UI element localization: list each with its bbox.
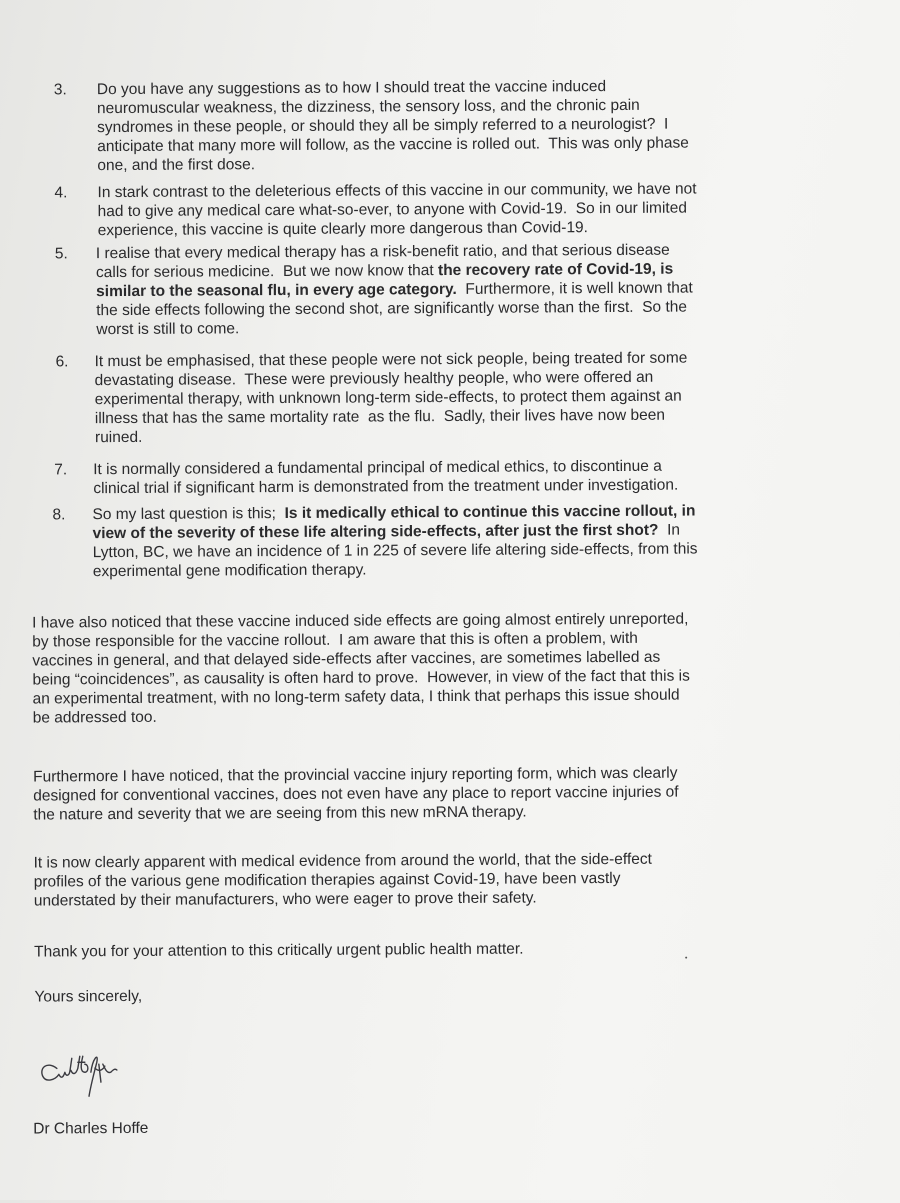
body-paragraph — [32, 609, 833, 728]
text-line: profiles of the various gene modification therapies against Covid-19, have been vastly — [33, 869, 621, 891]
item-number: 5. — [54, 245, 68, 263]
text-run: experimental therapy, with unknown long-term side-effects, to protect them against an — [94, 387, 682, 409]
text-line: understated by their manufacturers, who were eager to prove their safety. — [33, 889, 537, 910]
body-paragraph — [34, 983, 834, 1007]
text-run: worst is still to come. — [96, 320, 240, 339]
text-line — [93, 558, 698, 581]
bold-text: view of the severity of these life altering side-effects, after just the first shot? — [92, 521, 659, 543]
text-run: ruined. — [94, 428, 143, 447]
text-line: I have also noticed that these vaccine induced side effects are going almost entirely unreported, — [32, 610, 689, 632]
bold-text: similar to the seasonal flu, in every age category. — [96, 280, 457, 301]
item-number: 4. — [54, 184, 68, 202]
text-line — [95, 425, 688, 448]
text-line: by those responsible for the vaccine rollout. I am aware that this is often a problem, with — [32, 629, 638, 651]
signature — [33, 1038, 183, 1099]
text-run: syndromes in these people, or should they all be simply referred to a neurologist? I — [97, 115, 669, 137]
item-text — [97, 77, 689, 176]
text-line — [93, 476, 678, 499]
text-line — [98, 217, 697, 240]
body-paragraph — [33, 763, 833, 825]
text-run: experience, this vaccine is quite clearly more dangerous than Covid-19. — [97, 219, 589, 240]
text-line — [96, 298, 693, 321]
text-line: Yours sincerely, — [34, 987, 143, 1006]
numbered-list — [0, 0, 896, 581]
text-run: had to give any medical care what-so-ever, to anyone with Covid-19. So in our limited — [97, 199, 687, 221]
item-text — [93, 457, 678, 499]
text-line — [93, 539, 698, 562]
item-text — [94, 349, 687, 448]
text-run: calls for serious medicine. But we now know that — [95, 262, 439, 282]
item-number: 7. — [54, 461, 68, 479]
text-run: clinical trial if significant harm is demonstrated from the treatment under investigation. — [93, 476, 679, 498]
text-line: an experimental treatment, with no long-term safety data, I think that perhaps this issue should — [32, 686, 680, 708]
item-text — [96, 241, 693, 340]
text-line: Thank you for your attention to this critically urgent public health matter. — [34, 940, 524, 961]
text-line — [97, 134, 689, 157]
item-number: 8. — [52, 506, 66, 524]
bold-text: Is it medically ethical to continue this vaccine rollout, in — [284, 502, 696, 523]
signatory-name: Dr Charles Hoffe — [33, 1119, 149, 1138]
item-text — [92, 501, 697, 581]
text-run: experimental gene modification therapy. — [92, 561, 367, 581]
item-text — [97, 179, 696, 240]
text-line: be addressed too. — [32, 708, 157, 727]
text-line: the nature and severity that we are seeing from this new mRNA therapy. — [33, 803, 527, 824]
text-line: It is now clearly apparent with medical evidence from around the world, that the side-effect — [33, 850, 652, 872]
item-number: 6. — [55, 353, 69, 371]
text-run: illness that has the same mortality rate as the flu. Sadly, their lives have now been — [94, 406, 665, 428]
text-run: the side effects following the second shot, are significantly worse than the first. So the — [96, 298, 688, 320]
text-line — [97, 153, 689, 176]
text-line — [96, 317, 693, 340]
text-run: neuromuscular weakness, the dizziness, the sensory loss, and the chronic pain — [96, 96, 640, 118]
text-run: I realise that every medical therapy has a risk-benefit ratio, and that serious disease — [95, 241, 670, 263]
text-run: one, and the first dose. — [97, 156, 256, 175]
text-line — [95, 406, 688, 429]
text-run: It must be emphasised, that these people were not sick people, being treated for some — [94, 349, 688, 371]
body-paragraph — [34, 938, 834, 962]
text-line: Furthermore I have noticed, that the provincial vaccine injury reporting form, which was clearly — [33, 764, 678, 786]
paper-speck — [685, 957, 687, 959]
text-line: being “coincidences”, as causality is often hard to prove. However, in view of the fact that this is — [32, 667, 690, 689]
text-run: anticipate that many more will follow, as the vaccine is rolled out. This was only phase — [97, 134, 689, 156]
text-run: In stark contrast to the deleterious effects of this vaccine in our community, we have not — [97, 180, 697, 202]
text-run: So my last question is this; — [92, 505, 285, 524]
text-line — [98, 198, 697, 221]
text-run: Lytton, BC, we have an incidence of 1 in 225 of severe life altering side-effects, from this — [92, 540, 698, 562]
text-run: Do you have any suggestions as to how I should treat the vaccine induced — [96, 78, 607, 99]
text-line: designed for conventional vaccines, does not even have any place to report vaccine injuries of — [33, 783, 679, 805]
bold-text: the recovery rate of Covid-19, is — [437, 260, 674, 280]
text-line: vaccines in general, and that delayed side-effects after vaccines, are sometimes labelled as — [32, 648, 661, 670]
text-run: Furthermore, it is well known that — [456, 279, 693, 298]
body-paragraph — [34, 849, 834, 911]
item-number: 3. — [53, 81, 67, 99]
text-run: In — [658, 521, 681, 539]
text-run: devastating disease. These were previously healthy people, who were offered an — [94, 368, 654, 390]
text-run: It is normally considered a fundamental principal of medical ethics, to discontinue a — [93, 457, 662, 479]
